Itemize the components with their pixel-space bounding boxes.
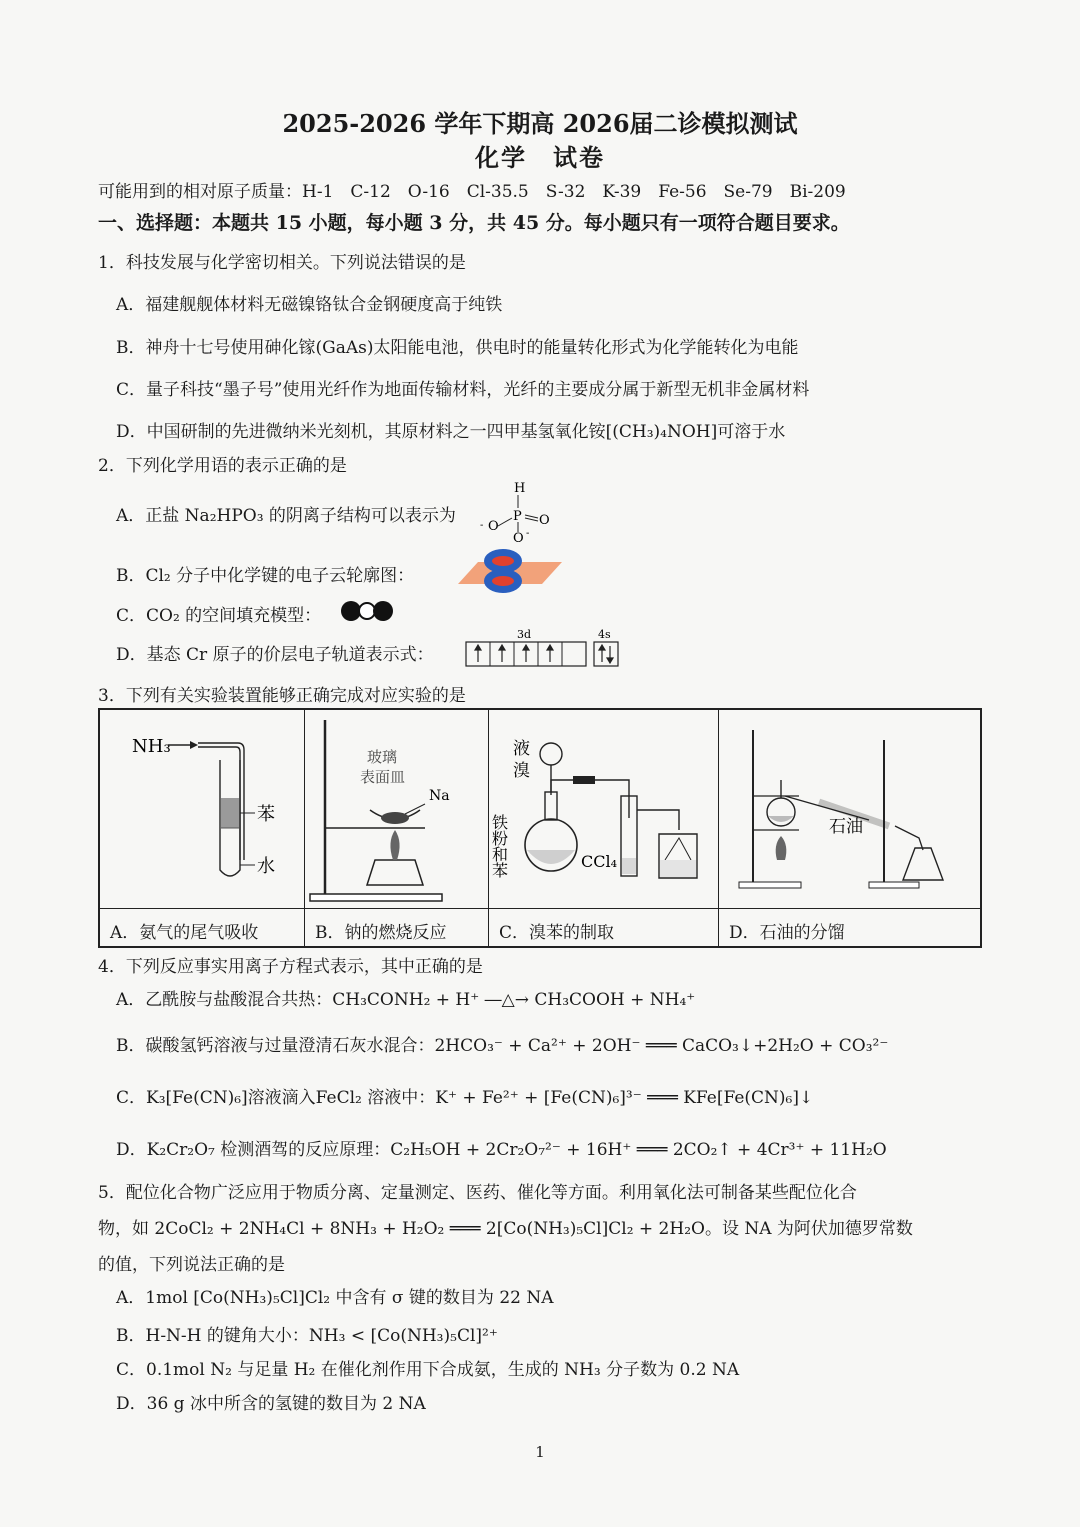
apparatus-d (719, 710, 982, 908)
atomic-masses: 可能用到的相对原子质量：H-1 C-12 O-16 Cl-35.5 S-32 K-39 Fe-56 Se-79 Bi-209 (98, 182, 846, 202)
q1-option-c: C．量子科技“墨子号”使用光纤作为地面传输材料，光纤的主要成分属于新型无机非金属材料 (116, 380, 810, 400)
label-oil: 石油 (829, 817, 863, 837)
q5-stem-line2: 物，如 2CoCl₂ + 2NH₄Cl + 8NH₃ + H₂O₂ ═══ 2[Co(NH₃)₅Cl]Cl₂ + 2H₂O。设 NA 为阿伏加德罗常数 (98, 1219, 913, 1239)
q2-stem: 2．下列化学用语的表示正确的是 (98, 456, 347, 476)
section-heading: 一、选择题：本题共 15 小题，每小题 3 分，共 45 分。每小题只有一项符合题目要求。 (98, 212, 850, 234)
cl2-electron-cloud (440, 544, 565, 596)
q5-option-b: B．H-N-H 的键角大小：NH₃ < [Co(NH₃)₅Cl]²⁺ (116, 1326, 498, 1346)
q4-option-c: C．K₃[Fe(CN)₆]溶液滴入FeCl₂ 溶液中：K⁺ + Fe²⁺ + [Fe(CN)₆]³⁻ ═══ KFe[Fe(CN)₆]↓ (116, 1088, 814, 1108)
atom-o-bottom: O (513, 531, 524, 546)
q5-option-c: C．0.1mol N₂ 与足量 H₂ 在催化剂作用下合成氨，生成的 NH₃ 分子数为 0.2 NA (116, 1360, 740, 1380)
apparatus-c (489, 710, 719, 908)
caption-a: A．氨气的尾气吸收 (100, 908, 305, 948)
label-nh3: NH₃ (132, 736, 171, 757)
q2-option-b: B．Cl₂ 分子中化学键的电子云轮廓图： (116, 566, 415, 586)
atom-h: H (514, 481, 526, 496)
apparatus-table (98, 708, 982, 948)
q5-stem-line1: 5．配位化合物广泛应用于物质分离、定量测定、医药、催化等方面。利用氧化法可制备某些配位化合 (98, 1183, 857, 1203)
atom-p: P (513, 509, 522, 524)
exam-subtitle: 化学 试卷 (475, 143, 605, 172)
label-water: 水 (257, 856, 275, 877)
label-ccl4: CCl₄ (581, 852, 618, 871)
q4-option-a: A．乙酰胺与盐酸混合共热：CH₃CONH₂ + H⁺ ―△→ CH₃COOH + NH₄⁺ (116, 990, 696, 1010)
q4-option-b: B．碳酸氢钙溶液与过量澄清石灰水混合：2HCO₃⁻ + Ca²⁺ + 2OH⁻ ═══ CaCO₃↓+2H₂O + CO₃²⁻ (116, 1036, 889, 1056)
q3-stem: 3．下列有关实验装置能够正确完成对应实验的是 (98, 686, 466, 706)
q2-option-c: C．CO₂ 的空间填充模型： (116, 606, 322, 626)
q2-option-a: A．正盐 Na₂HPO₃ 的阴离子结构可以表示为 (116, 506, 456, 526)
label-dish: 表面皿 (360, 768, 406, 786)
label-liquid: 液 (513, 739, 530, 759)
label-bromine: 溴 (513, 761, 530, 781)
atom-o-right: O (539, 513, 550, 528)
svg-text:-: - (480, 520, 484, 531)
q1-option-a: A．福建舰舰体材料无磁镍铬钛合金钢硬度高于纯铁 (116, 295, 503, 315)
label-4s: 4s (598, 628, 611, 641)
label-iron-benzene: 铁粉和苯 (489, 814, 509, 878)
caption-b: B．钠的燃烧反应 (305, 908, 489, 948)
co2-space-filling-model (340, 600, 394, 622)
apparatus-b (305, 710, 489, 908)
q5-option-a: A．1mol [Co(NH₃)₅Cl]Cl₂ 中含有 σ 键的数目为 22 NA (116, 1288, 554, 1308)
q4-option-d: D．K₂Cr₂O₇ 检测酒驾的反应原理：C₂H₅OH + 2Cr₂O₇²⁻ + 16H⁺ ═══ 2CO₂↑ + 4Cr³⁺ + 11H₂O (116, 1140, 887, 1160)
q4-stem: 4．下列反应事实用离子方程式表示，其中正确的是 (98, 957, 483, 977)
svg-text:-: - (526, 528, 530, 539)
apparatus-a (100, 710, 305, 908)
label-3d: 3d (517, 628, 532, 641)
label-benzene: 苯 (257, 804, 275, 825)
q1-option-b: B．神舟十七号使用砷化镓(GaAs)太阳能电池，供电时的能量转化形式为化学能转化为电能 (116, 338, 799, 358)
cr-orbital-diagram (462, 626, 622, 670)
atom-o-left: O (488, 519, 499, 534)
q5-option-d: D．36 g 冰中所含的氢键的数目为 2 NA (116, 1394, 426, 1414)
label-na: Na (429, 788, 450, 804)
caption-d: D．石油的分馏 (719, 908, 982, 948)
exam-title: 2025-2026 学年下期高 2026届二诊模拟测试 (282, 109, 798, 138)
label-glass: 玻璃 (367, 748, 398, 766)
page-number: 1 (535, 1443, 545, 1461)
q2-option-d: D．基态 Cr 原子的价层电子轨道表示式： (116, 645, 434, 665)
q1-stem: 1．科技发展与化学密切相关。下列说法错误的是 (98, 253, 466, 273)
q1-option-d: D．中国研制的先进微纳米光刻机，其原材料之一四甲基氢氧化铵[(CH₃)₄NOH]可溶于水 (116, 422, 786, 442)
caption-c: C．溴苯的制取 (489, 908, 719, 948)
q5-stem-line3: 的值，下列说法正确的是 (98, 1255, 285, 1275)
phosphite-structure (478, 478, 558, 546)
